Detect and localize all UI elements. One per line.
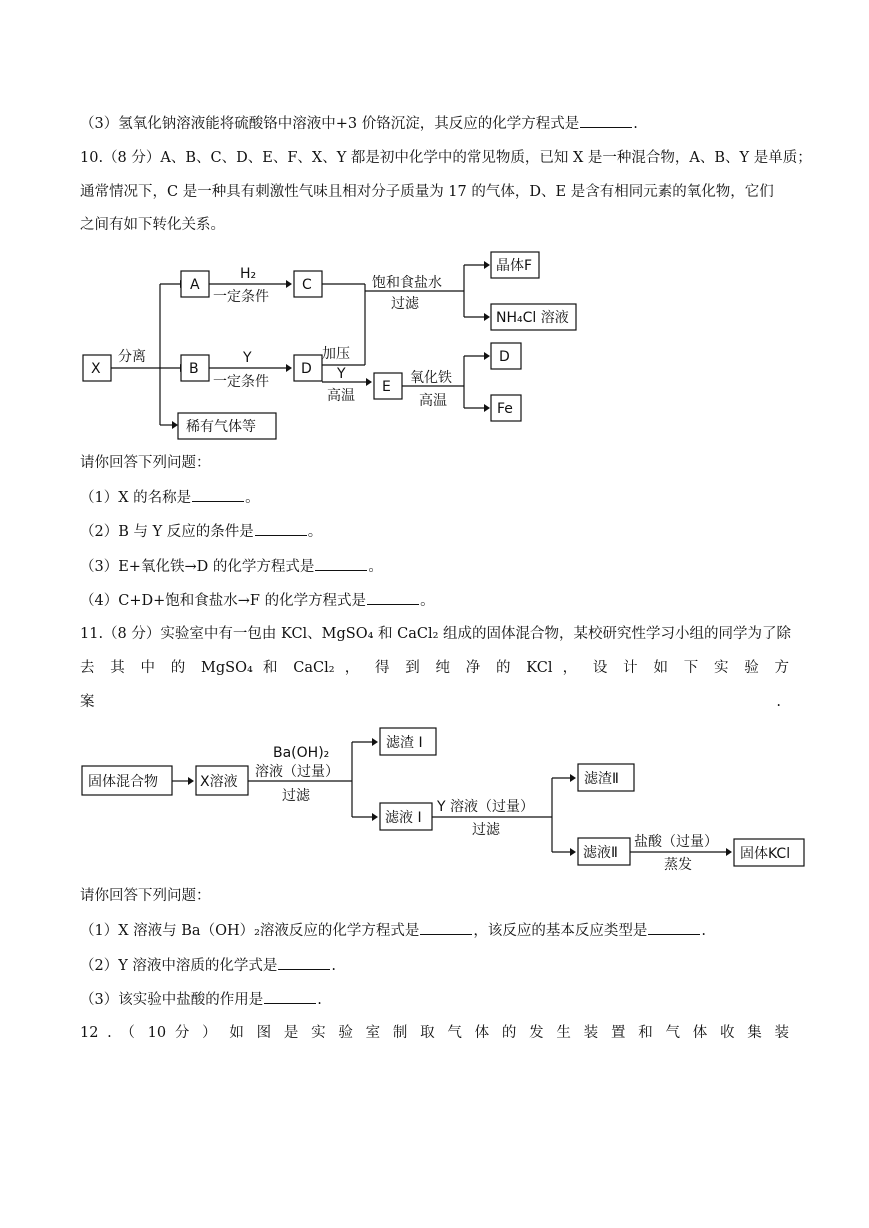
label-e: E [382, 379, 391, 395]
q11-stem-line3: 案 . [80, 694, 781, 710]
q10-stem-line3: 之间有如下转化关系。 [80, 217, 225, 233]
q11-sub3: （3）该实验中盐酸的作用是 . [80, 989, 322, 1010]
label-baoh2: Ba(OH)₂ [273, 745, 330, 761]
answer-blank[interactable] [420, 920, 472, 935]
label-d-2: D [499, 349, 510, 365]
label-hcl-excess: 盐酸（过量） [634, 834, 718, 850]
label-residue-2: 滤渣Ⅱ [584, 771, 619, 787]
answer-blank[interactable] [315, 556, 367, 571]
label-x-solution: X溶液 [200, 774, 238, 790]
q11-ask: 请你回答下列问题： [80, 888, 211, 904]
answer-blank[interactable] [367, 590, 419, 605]
q10-stem-line1: 10.（8 分）A、B、C、D、E、F、X、Y 都是初中化学中的常见物质，已知 X 是一种混合物，A、B、Y 是单质； [80, 150, 812, 166]
answer-blank[interactable] [264, 989, 316, 1004]
label-high-temp-1: 高温 [327, 388, 355, 404]
label-b: B [189, 361, 199, 377]
q10-sub3: （3）E+氧化铁→D 的化学方程式是 。 [80, 556, 383, 577]
q11-sub2: （2）Y 溶液中溶质的化学式是 . [80, 955, 336, 976]
label-nh4cl-solution: NH₄Cl 溶液 [496, 310, 569, 326]
q10-sub2: （2）B 与 Y 反应的条件是 。 [80, 521, 322, 542]
label-y-2: Y [337, 366, 346, 382]
label-excess-1: 溶液（过量） [255, 764, 339, 780]
label-condition-2: 一定条件 [213, 374, 269, 390]
q11-stem-line2: 去 其 中 的 MgSO₄ 和 CaCl₂ ， 得 到 纯 净 的 KCl ， 设 计 如 下 实 验 方 [80, 660, 789, 676]
label-iron-oxide: 氧化铁 [410, 370, 452, 386]
label-evaporate: 蒸发 [664, 857, 692, 873]
label-filter: 过滤 [391, 296, 419, 312]
q11-stem-line1: 11.（8 分）实验室中有一包由 KCl、MgSO₄ 和 CaCl₂ 组成的固体混合物，某校研究性学习小组的同学为了除 [80, 626, 792, 642]
q10-diagram [83, 252, 576, 439]
label-h2: H₂ [240, 266, 257, 282]
label-filtrate-2: 滤液Ⅱ [583, 845, 618, 861]
label-filter-1: 过滤 [282, 788, 310, 804]
label-filtrate-1: 滤液 I [385, 810, 422, 826]
label-d: D [301, 361, 312, 377]
answer-blank[interactable] [278, 955, 330, 970]
label-y-1: Y [243, 350, 252, 366]
label-residue-1: 滤渣 I [386, 735, 423, 751]
answer-blank[interactable] [648, 920, 700, 935]
label-c: C [302, 277, 312, 293]
label-solid-mixture: 固体混合物 [88, 774, 158, 790]
label-solid-kcl: 固体KCl [740, 846, 791, 862]
label-high-temp-2: 高温 [419, 393, 447, 409]
q10-ask: 请你回答下列问题： [80, 455, 211, 471]
q10-stem-line2: 通常情况下，C 是一种具有刺激性气味且相对分子质量为 17 的气体，D、E 是含有相同元素的氧化物，它们 [80, 184, 774, 200]
answer-blank[interactable] [255, 521, 307, 536]
answer-blank[interactable] [192, 487, 244, 502]
label-a: A [190, 277, 200, 293]
label-rare-gases: 稀有气体等 [186, 419, 256, 435]
q12-stem: 12 . （ 10 分 ） 如 图 是 实 验 室 制 取 气 体 的 发 生 装 置 和 气 体 收 集 装 [80, 1025, 789, 1041]
label-pressurize: 加压 [322, 346, 350, 362]
q9-part3: （3）氢氧化钠溶液能将硫酸铬中溶液中+3 价铬沉淀，其反应的化学方程式是 . [80, 113, 638, 134]
label-separate: 分离 [118, 349, 146, 365]
label-crystal-f: 晶体F [496, 258, 533, 274]
label-brine: 饱和食盐水 [372, 275, 442, 291]
label-condition-1: 一定条件 [213, 289, 269, 305]
label-x: X [91, 361, 101, 377]
label-fe: Fe [497, 401, 513, 417]
q11-sub1: （1）X 溶液与 Ba（OH）₂溶液反应的化学方程式是 ，该反应的基本反应类型是 . [80, 920, 706, 941]
label-y-solution: Y 溶液（过量） [437, 799, 535, 815]
label-filter-2: 过滤 [472, 822, 500, 838]
q10-sub1: （1）X 的名称是 。 [80, 487, 260, 508]
q10-sub4: （4）C+D+饱和食盐水→F 的化学方程式是 。 [80, 590, 435, 611]
q11-diagram [82, 728, 804, 873]
